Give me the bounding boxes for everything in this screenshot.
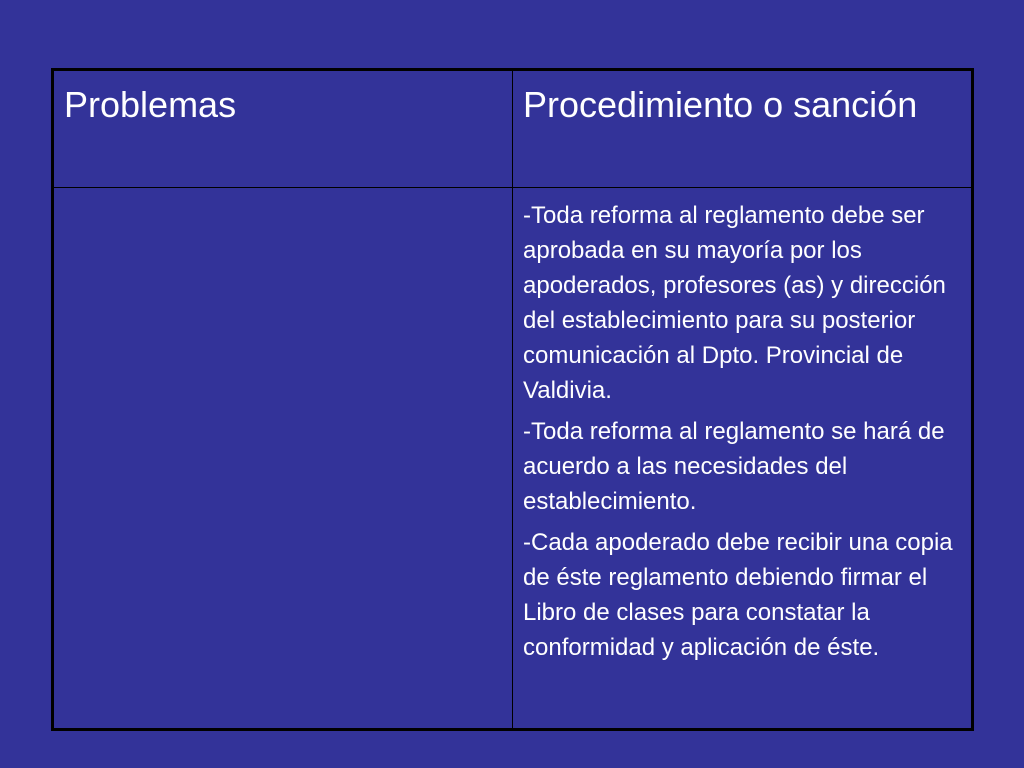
problem-cell <box>53 188 513 730</box>
header-problemas: Problemas <box>53 70 513 188</box>
procedure-cell <box>513 188 973 730</box>
table-row <box>53 188 973 730</box>
procedure-paragraph-1: -Toda reforma al reglamento debe ser aprobada en su mayoría por los apoderados, profesores (as) y dirección del establecimiento para su posterior comunicación al Dpto. Provincial de Valdivia. <box>523 202 946 404</box>
header-procedimiento: Procedimiento o sanción <box>513 70 973 188</box>
rules-table <box>51 68 974 731</box>
table-header-row <box>53 70 973 188</box>
procedure-paragraph-3: -Cada apoderado debe recibir una copia de éste reglamento debiendo firmar el Libro de clases para constatar la conformidad y aplicación de éste. <box>523 529 953 661</box>
procedure-paragraph-2: -Toda reforma al reglamento se hará de acuerdo a las necesidades del establecimiento. <box>523 418 945 515</box>
